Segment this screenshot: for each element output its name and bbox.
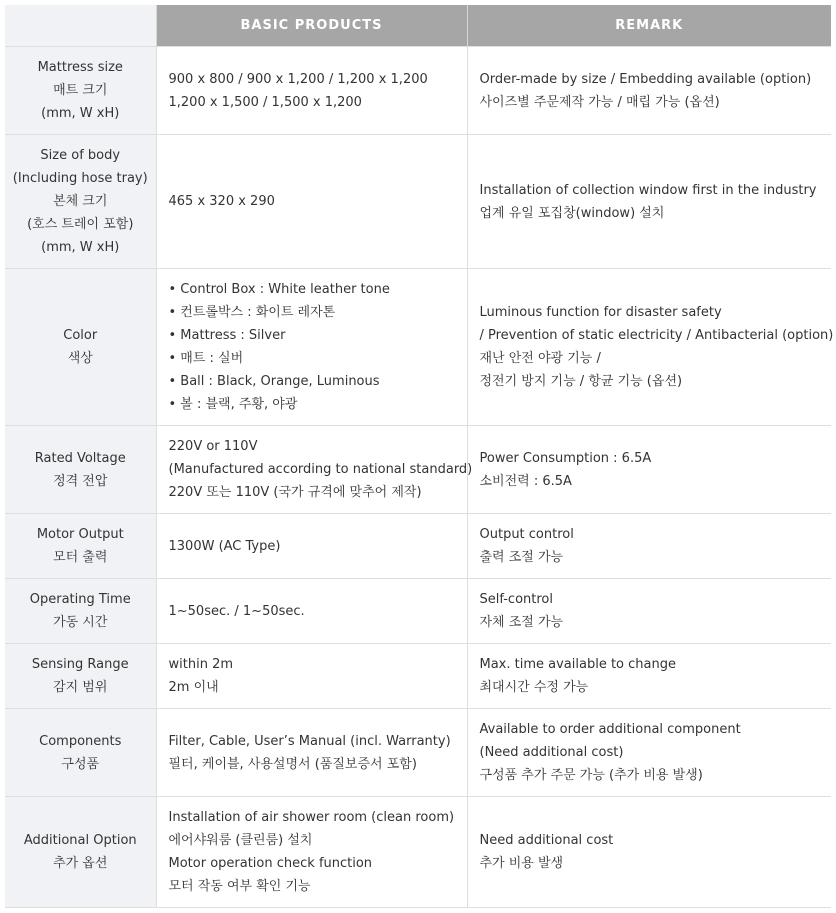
basic-cell bbox=[156, 579, 467, 644]
header-basic-products: BASIC PRODUCTS bbox=[156, 5, 467, 47]
label-line: Components bbox=[39, 733, 122, 749]
basic-line: 2m 이내 bbox=[168, 680, 219, 695]
remark-line: 정전기 방지 기능 / 항균 기능 (옵션) bbox=[479, 374, 683, 389]
table-row bbox=[5, 579, 831, 644]
remark-line: 최대시간 수정 가능 bbox=[479, 680, 589, 695]
remark-line: 자체 조절 가능 bbox=[479, 615, 564, 630]
label-line: Size of body bbox=[40, 148, 121, 163]
header-row bbox=[5, 5, 831, 47]
basic-line: 에어샤워룸 (클린룸) 설치 bbox=[168, 833, 313, 848]
spec-table bbox=[5, 5, 834, 908]
basic-line: Filter, Cable, User’s Manual (incl. Warranty) bbox=[168, 733, 451, 749]
remark-cell bbox=[467, 579, 831, 644]
table-row bbox=[5, 514, 831, 579]
basic-line: 모터 작동 여부 확인 기능 bbox=[168, 879, 311, 894]
basic-line: • Control Box : White leather tone bbox=[168, 282, 390, 297]
row-label bbox=[5, 269, 156, 426]
header-corner bbox=[5, 5, 156, 47]
basic-cell bbox=[156, 514, 467, 579]
row-label bbox=[5, 709, 156, 797]
basic-line: 220V 또는 110V (국가 규격에 맞추어 제작) bbox=[168, 485, 422, 500]
label-line: Motor Output bbox=[36, 527, 124, 542]
remark-line: Installation of collection window first in the industry bbox=[479, 182, 817, 198]
remark-line: 사이즈별 주문제작 가능 / 매립 가능 (옵션) bbox=[479, 94, 720, 110]
basic-line: • Ball : Black, Orange, Luminous bbox=[168, 374, 380, 389]
label-line: 정격 전압 bbox=[53, 473, 108, 489]
remark-line: Power Consumption : 6.5A bbox=[479, 450, 652, 466]
label-line: Operating Time bbox=[29, 592, 131, 607]
remark-line: Order-made by size / Embedding available (option) bbox=[479, 71, 812, 87]
remark-cell bbox=[467, 269, 834, 426]
table-row bbox=[5, 135, 831, 269]
label-line: (Including hose tray) bbox=[12, 171, 148, 186]
label-line: Color bbox=[63, 328, 98, 343]
label-line: (호스 트레이 포함) bbox=[27, 217, 134, 232]
basic-line: • 컨트롤박스 : 화이트 레자톤 bbox=[168, 305, 336, 320]
label-line: Rated Voltage bbox=[34, 450, 126, 466]
remark-cell bbox=[467, 426, 831, 514]
remark-cell bbox=[467, 797, 831, 908]
label-line: (mm, W xH) bbox=[41, 240, 120, 255]
remark-cell bbox=[467, 135, 831, 269]
label-line: 매트 크기 bbox=[53, 83, 108, 98]
table-row bbox=[5, 269, 831, 426]
row-label bbox=[5, 579, 156, 644]
label-line: 추가 옵션 bbox=[53, 856, 108, 871]
remark-cell bbox=[467, 644, 831, 709]
basic-line: Installation of air shower room (clean room) bbox=[168, 810, 455, 825]
remark-line: 업계 유일 포집창(window) 설치 bbox=[479, 205, 665, 221]
basic-line: 900 x 800 / 900 x 1,200 / 1,200 x 1,200 bbox=[168, 71, 428, 87]
label-line: Mattress size bbox=[37, 60, 123, 75]
remark-cell bbox=[467, 47, 831, 135]
row-label bbox=[5, 514, 156, 579]
remark-line: Output control bbox=[479, 527, 574, 542]
basic-cell bbox=[156, 709, 467, 797]
label-line: 구성품 bbox=[61, 756, 100, 772]
basic-line: within 2m bbox=[168, 657, 233, 672]
basic-line: 1300W (AC Type) bbox=[168, 538, 281, 554]
label-line: 감지 범위 bbox=[53, 680, 108, 695]
basic-line: 220V or 110V bbox=[168, 439, 258, 454]
basic-line: 필터, 케이블, 사용설명서 (품질보증서 포함) bbox=[168, 756, 417, 772]
remark-cell bbox=[467, 514, 831, 579]
spec-table-container bbox=[5, 5, 834, 908]
label-line: (mm, W xH) bbox=[41, 106, 120, 121]
label-line: 색상 bbox=[67, 351, 93, 366]
row-label bbox=[5, 426, 156, 514]
basic-line: 1,200 x 1,500 / 1,500 x 1,200 bbox=[168, 94, 362, 110]
table-row bbox=[5, 709, 831, 797]
table-row bbox=[5, 426, 831, 514]
basic-cell bbox=[156, 644, 467, 709]
label-line: 본체 크기 bbox=[53, 194, 108, 209]
remark-line: 출력 조절 가능 bbox=[479, 550, 564, 565]
basic-line: • 볼 : 블랙, 주황, 야광 bbox=[168, 397, 298, 412]
remark-line: / Prevention of static electricity / Antibacterial (option) bbox=[479, 328, 834, 343]
remark-line: 구성품 추가 주문 가능 (추가 비용 발생) bbox=[479, 768, 703, 783]
remark-line: Need additional cost bbox=[479, 833, 614, 848]
remark-cell bbox=[467, 709, 831, 797]
basic-cell bbox=[156, 47, 467, 135]
label-line: 가동 시간 bbox=[53, 615, 108, 630]
table-row bbox=[5, 797, 831, 908]
basic-line: 465 x 320 x 290 bbox=[168, 194, 275, 209]
table-row bbox=[5, 47, 831, 135]
basic-line: 1~50sec. / 1~50sec. bbox=[168, 603, 305, 619]
label-line: Sensing Range bbox=[31, 657, 129, 672]
remark-line: (Need additional cost) bbox=[479, 745, 624, 760]
label-line: 모터 출력 bbox=[53, 550, 108, 565]
remark-line: Luminous function for disaster safety bbox=[479, 305, 722, 320]
row-label bbox=[5, 797, 156, 908]
row-label bbox=[5, 135, 156, 269]
row-label bbox=[5, 644, 156, 709]
basic-line: Motor operation check function bbox=[168, 856, 373, 871]
basic-line: • 매트 : 실버 bbox=[168, 351, 244, 366]
basic-line: (Manufactured according to national standard) bbox=[168, 462, 473, 477]
table-row bbox=[5, 644, 831, 709]
remark-line: 추가 비용 발생 bbox=[479, 856, 564, 871]
remark-line: Available to order additional component bbox=[479, 722, 741, 737]
basic-cell bbox=[156, 269, 467, 426]
remark-line: 소비전력 : 6.5A bbox=[479, 473, 572, 489]
basic-cell bbox=[156, 135, 467, 269]
header-remark: REMARK bbox=[467, 5, 831, 47]
basic-cell bbox=[156, 426, 473, 514]
basic-line: • Mattress : Silver bbox=[168, 328, 286, 343]
basic-cell bbox=[156, 797, 467, 908]
remark-line: 재난 안전 야광 기능 / bbox=[479, 351, 601, 366]
remark-line: Max. time available to change bbox=[479, 657, 676, 672]
label-line: Additional Option bbox=[23, 833, 137, 848]
remark-line: Self-control bbox=[479, 592, 553, 607]
row-label bbox=[5, 47, 156, 135]
